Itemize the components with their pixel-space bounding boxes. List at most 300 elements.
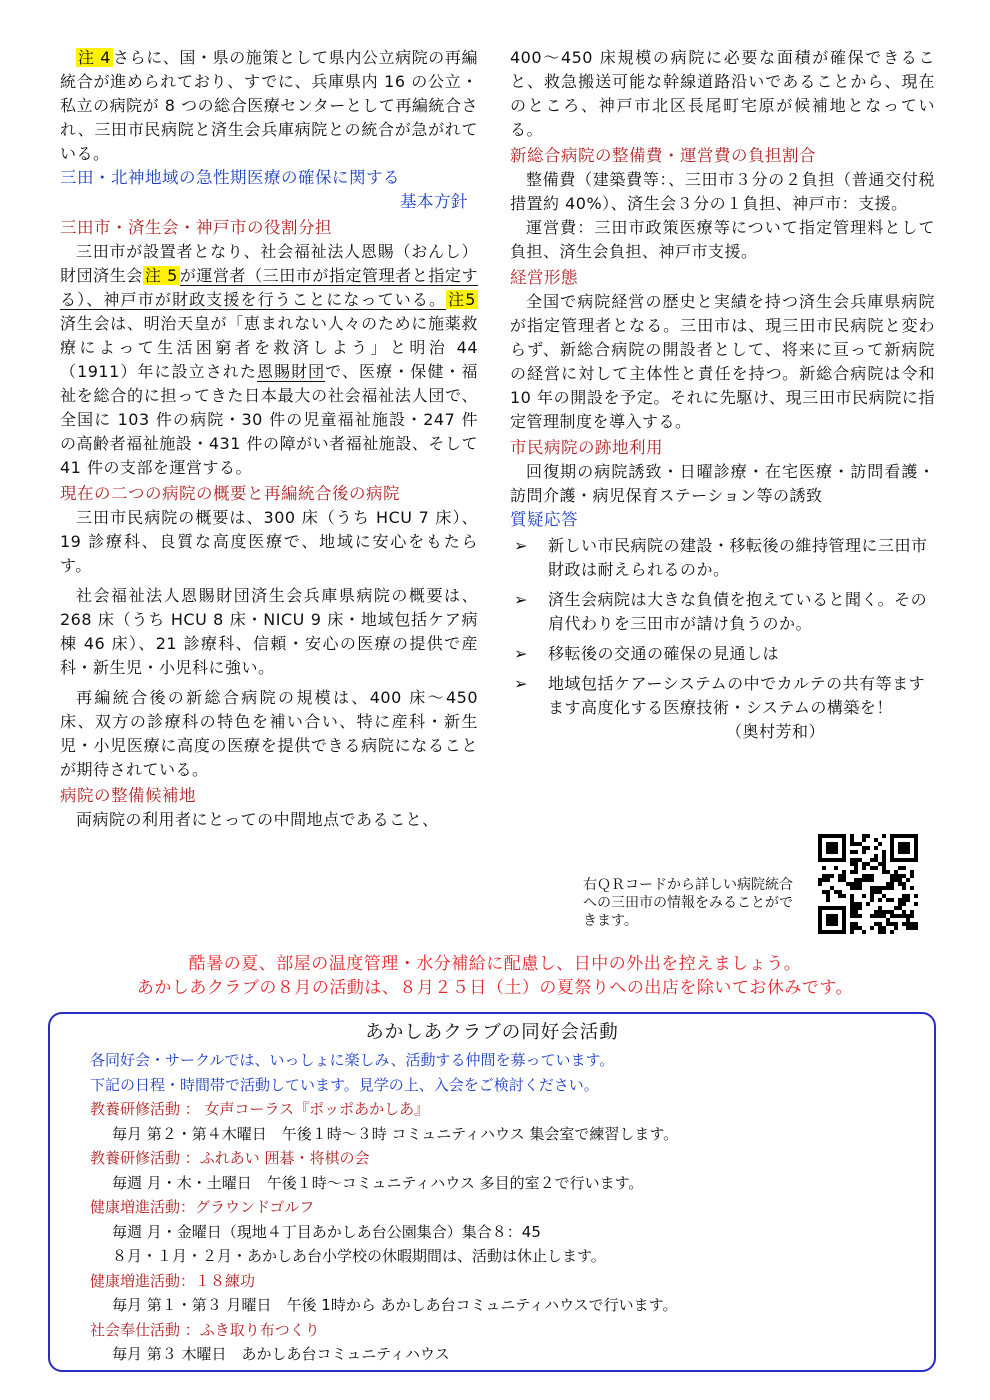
qr-module [854, 878, 858, 882]
qr-module [906, 914, 910, 918]
qr-module [826, 922, 830, 926]
qr-module [902, 858, 906, 862]
qr-module [834, 906, 838, 910]
summer-notice [60, 952, 930, 1000]
qr-module [818, 846, 822, 850]
qr-module [858, 858, 862, 862]
qr-module [854, 906, 858, 910]
reuse-paragraph: 回復期の病院誘致・日曜診療・在宅医療・訪問看護・訪問介護・病児保育ステーション等の誘致 [510, 462, 935, 505]
list-item: ➢ 済生会病院は大きな負債を抱えていると聞く。その肩代わりを三田市が請け負うのか。 [514, 590, 928, 633]
qr-module [842, 926, 846, 930]
qr-module [842, 846, 846, 850]
qr-module [818, 926, 822, 930]
cost-heading: 新総合病院の整備費・運営費の負担割合 [510, 146, 816, 165]
qr-module [890, 886, 894, 890]
qr-module [870, 914, 874, 918]
qr-module [838, 834, 842, 838]
site-paragraph-start: 両病院の利用者にとっての中間地点であること、 [76, 810, 439, 829]
policy-title-line2: 基本方針 [400, 192, 468, 211]
merged-hospital-paragraph: 再編統合後の新総合病院の規模は、400 床～450 床、双方の診療科の特色を補い合い、特に産科・新生児・小児医療に高度の医療を提供できる病院になることが期待されている。 [60, 688, 478, 779]
qr-module [822, 834, 826, 838]
qr-module [834, 914, 838, 918]
qr-module [882, 834, 886, 838]
qr-module [862, 846, 866, 850]
qr-module [878, 842, 882, 846]
qr-module [826, 834, 830, 838]
qr-module [842, 842, 846, 846]
activity-category: 健康増進活動：１８練功 [90, 1271, 256, 1290]
qr-module [886, 922, 890, 926]
qr-module [914, 894, 918, 898]
club-activities-box [48, 1012, 936, 1372]
qr-module [886, 886, 890, 890]
qr-module [830, 922, 834, 926]
qr-module [898, 882, 902, 886]
qr-module [882, 850, 886, 854]
qr-module [898, 902, 902, 906]
qr-module [826, 842, 830, 846]
qr-module [902, 842, 906, 846]
qr-module [878, 930, 882, 934]
qr-module [866, 834, 870, 838]
qr-module [882, 854, 886, 858]
qr-module [914, 922, 918, 926]
qr-module [850, 902, 854, 906]
qa-list [510, 534, 935, 720]
qr-module [830, 846, 834, 850]
qr-module [842, 922, 846, 926]
qr-module [818, 858, 822, 862]
qr-module [886, 910, 890, 914]
qr-module [842, 850, 846, 854]
qr-module [850, 922, 854, 926]
qr-module [822, 890, 826, 894]
qr-module [834, 866, 838, 870]
qr-module [906, 926, 910, 930]
qr-module [838, 874, 842, 878]
qr-module [854, 858, 858, 862]
qr-module [850, 858, 854, 862]
qr-module [882, 894, 886, 898]
qr-module [890, 898, 894, 902]
qr-module [830, 874, 834, 878]
qr-module [838, 878, 842, 882]
qr-module [906, 858, 910, 862]
notice-line-2: あかしあクラブの８月の活動は、８月２５日（土）の夏祭りへの出店を除いてお休みです。 [136, 978, 854, 998]
onshi-zaidan-underline: 恩賜財団 [256, 362, 326, 381]
qr-module [834, 918, 838, 922]
qr-module [910, 922, 914, 926]
qr-module [902, 886, 906, 890]
qr-module [914, 926, 918, 930]
qr-module [910, 914, 914, 918]
qr-module [878, 906, 882, 910]
qr-module [826, 914, 830, 918]
qr-module [902, 902, 906, 906]
club-intro-2: 下記の日程・時間帯で活動しています。見学の上、入会をご検討ください。 [90, 1075, 599, 1094]
qr-module [850, 894, 854, 898]
qr-module [906, 850, 910, 854]
qr-module [890, 834, 894, 838]
qr-module [874, 890, 878, 894]
qr-module [830, 906, 834, 910]
qr-module [890, 922, 894, 926]
activity-detail: 毎週 月・金曜日（現地４丁目あかしあ台公園集合）集合８：45 [112, 1222, 541, 1241]
qr-module [858, 914, 862, 918]
qr-module [850, 850, 854, 854]
qr-module [870, 886, 874, 890]
qr-module [902, 846, 906, 850]
qr-module [894, 878, 898, 882]
qr-module [854, 866, 858, 870]
qr-module [882, 886, 886, 890]
qr-module [878, 862, 882, 866]
activity-detail: 毎月 第１・第３ 月曜日 午後 1時から あかしあ台コミュニティハウスで行います。 [112, 1296, 678, 1314]
qr-module [882, 866, 886, 870]
qr-module [862, 862, 866, 866]
qr-module [854, 910, 858, 914]
qr-module [878, 914, 882, 918]
construction-cost-paragraph: 整備費（建築費等：、三田市３分の２負担（普通交付税措置約 40%）、済生会３分の１負担、神戸市：支援。 [510, 170, 935, 213]
qr-module [906, 846, 910, 850]
qr-module [826, 906, 830, 910]
qr-module [882, 914, 886, 918]
qr-module [890, 858, 894, 862]
qr-module [914, 858, 918, 862]
qr-module [834, 890, 838, 894]
qr-module [838, 894, 842, 898]
qr-module [842, 930, 846, 934]
qr-module [890, 882, 894, 886]
qr-module [858, 902, 862, 906]
qr-module [886, 870, 890, 874]
qr-module [898, 834, 902, 838]
qr-code-icon[interactable] [818, 834, 918, 934]
qr-module [818, 842, 822, 846]
qr-module [894, 874, 898, 878]
qr-module [818, 882, 822, 886]
management-paragraph: 全国で病院経営の歴史と実績を持つ済生会兵庫県病院が指定管理者となる。三田市は、現三田市民病院と変わらず、新総合病院の開設者として、将来に亘って新病院の経営に対して主体性と責任を持つ。新総合病院は令和 10 年の開設を予定。それに先駆け、現三田市民病院に指定管理制度を導入する。 [510, 292, 935, 431]
qr-module [914, 854, 918, 858]
site-heading: 病院の整備候補地 [60, 786, 196, 805]
qr-module [818, 834, 822, 838]
list-item: ➢ 地域包括ケアーシステムの中でカルテの共有等ますます高度化する医療技術・システムの構築を！ [514, 674, 926, 717]
qr-module [826, 898, 830, 902]
qr-module [898, 898, 902, 902]
qr-module [890, 930, 894, 934]
qr-module [842, 854, 846, 858]
qr-module [874, 914, 878, 918]
qr-module [842, 874, 846, 878]
qr-module [826, 930, 830, 934]
qr-module [826, 850, 830, 854]
qr-module [890, 842, 894, 846]
qr-module [898, 850, 902, 854]
qr-module [866, 902, 870, 906]
qr-module [818, 914, 822, 918]
qr-module [906, 918, 910, 922]
qr-module [822, 930, 826, 934]
qr-module [898, 842, 902, 846]
hospitals-heading: 現在の二つの病院の概要と再編統合後の病院 [60, 484, 400, 503]
qr-module [858, 926, 862, 930]
qr-module [910, 926, 914, 930]
qr-module [830, 914, 834, 918]
policy-title: 三田・北神地域の急性期医療の確保に関する [60, 168, 400, 187]
intro-paragraph: 注 4 さらに、国・県の施策として県内公立病院の再編統合が進められており、すでに、兵庫県内 16 の公立・私立の病院が 8 つの総合医療センターとして再編統合され、三田市民病院と済生会兵庫病院との統合が急がれている。 [60, 48, 478, 163]
qr-module [874, 838, 878, 842]
site-paragraph-cont: 400～450 床規模の病院に必要な面積が確保できること、救急搬送可能な幹線道路沿いであることから、現在のところ、神戸市北区長尾町宅原が候補地となっている。 [510, 48, 935, 139]
qr-module [854, 914, 858, 918]
activity-category: 健康増進活動：グラウンドゴルフ [90, 1198, 315, 1216]
qr-module [910, 886, 914, 890]
qr-module [854, 886, 858, 890]
qr-module [822, 866, 826, 870]
qr-module [822, 906, 826, 910]
qr-module [910, 910, 914, 914]
qr-module [874, 846, 878, 850]
qr-module [854, 870, 858, 874]
qr-module [914, 838, 918, 842]
qr-module [858, 842, 862, 846]
qr-module [870, 858, 874, 862]
qr-module [834, 846, 838, 850]
qr-module [850, 834, 854, 838]
qr-module [850, 882, 854, 886]
qr-module [862, 878, 866, 882]
qr-module [890, 846, 894, 850]
qr-module [818, 878, 822, 882]
qr-module [890, 838, 894, 842]
saiseikai-hospital-paragraph: 社会福祉法人恩賜財団済生会兵庫県病院の概要は、268 床（うち HCU 8 床・NICU 9 床・地域包括ケア病棟 46 床）、21 診療科、信頼・安心の医療の提供で産科・新生児・小児科に強い。 [60, 586, 478, 677]
qr-module [854, 882, 858, 886]
qr-module [898, 906, 902, 910]
qr-module [838, 930, 842, 934]
qr-module [894, 858, 898, 862]
activity-detail: 毎月 第３ 木曜日 あかしあ台コミュニティハウス [112, 1345, 450, 1363]
qr-module [902, 910, 906, 914]
qr-module [870, 878, 874, 882]
qa-heading: 質疑応答 [510, 510, 578, 529]
qr-module [830, 886, 834, 890]
qr-module [826, 918, 830, 922]
qr-module [858, 882, 862, 886]
qr-module [898, 874, 902, 878]
arrow-bullet-icon: ➢ [514, 536, 528, 555]
right-column [510, 46, 935, 744]
qr-module [882, 862, 886, 866]
qr-module [878, 910, 882, 914]
qr-caption: 右ＱＲコードから詳しい病院統合への三田市の情報をみることができます。 [583, 877, 793, 929]
qr-block [583, 834, 923, 944]
qr-module [882, 870, 886, 874]
qr-module [826, 878, 830, 882]
qr-module [874, 922, 878, 926]
qr-module [890, 914, 894, 918]
qr-module [866, 878, 870, 882]
qr-module [842, 870, 846, 874]
qr-module [906, 922, 910, 926]
qr-module [842, 878, 846, 882]
qr-module [826, 894, 830, 898]
qr-module [878, 886, 882, 890]
qr-module [914, 846, 918, 850]
qr-module [834, 834, 838, 838]
qr-module [842, 914, 846, 918]
qr-module [910, 874, 914, 878]
qr-module [842, 834, 846, 838]
qr-module [870, 926, 874, 930]
qr-module [902, 874, 906, 878]
qr-module [878, 890, 882, 894]
activity-category: 社会奉仕活動 ：ふき取り布つくり [90, 1320, 320, 1339]
qr-module [902, 850, 906, 854]
qr-module [898, 846, 902, 850]
qr-module [878, 898, 882, 902]
qr-module [902, 834, 906, 838]
note-5-marker-2: 注5 [448, 290, 476, 309]
qr-module [862, 834, 866, 838]
qr-module [834, 922, 838, 926]
qr-module [854, 902, 858, 906]
qr-module [902, 894, 906, 898]
qr-module [826, 890, 830, 894]
qr-module [846, 882, 850, 886]
note-5-marker: 注 5 [144, 266, 178, 285]
qr-module [826, 858, 830, 862]
arrow-bullet-icon: ➢ [514, 674, 528, 693]
qr-module [850, 862, 854, 866]
sanda-hospital-paragraph: 三田市民病院の概要は、300 床（うち HCU 7 床）、19 診療科、良質な高度医療で、地域に安心をもたらす。 [60, 508, 478, 575]
qr-module [906, 898, 910, 902]
qr-module [902, 914, 906, 918]
qr-module [850, 842, 854, 846]
list-item: ➢ 新しい市民病院の建設・移転後の維持管理に三田市財政は耐えられるのか。 [514, 536, 928, 579]
qr-module [822, 858, 826, 862]
qr-module [854, 922, 858, 926]
qr-module [890, 854, 894, 858]
qr-module [858, 906, 862, 910]
qr-module [894, 870, 898, 874]
qr-module [830, 918, 834, 922]
qr-module [910, 870, 914, 874]
qr-module [838, 906, 842, 910]
qr-module [894, 926, 898, 930]
qr-module [830, 834, 834, 838]
qr-module [898, 914, 902, 918]
qr-module [842, 858, 846, 862]
note-4-marker: 注 4 [78, 48, 111, 67]
qr-module [842, 838, 846, 842]
qr-module [850, 870, 854, 874]
arrow-bullet-icon: ➢ [514, 590, 528, 609]
operation-cost-paragraph: 運営費：三田市政策医療等について指定管理料として負担、済生会負担、神戸市支援。 [510, 218, 935, 261]
qr-module [854, 926, 858, 930]
qr-module [862, 894, 866, 898]
qr-module [850, 838, 854, 842]
qr-module [894, 922, 898, 926]
qr-module [890, 910, 894, 914]
club-title: あかしあクラブの同好会活動 [365, 1022, 619, 1043]
qr-module [842, 894, 846, 898]
qr-module [854, 842, 858, 846]
activity-category: 教養研修活動 ： 女声コーラス『ポッポあかしあ』 [90, 1100, 430, 1118]
qr-module [882, 930, 886, 934]
qr-module [870, 894, 874, 898]
qr-module [818, 910, 822, 914]
qr-module [850, 910, 854, 914]
qr-module [874, 858, 878, 862]
qr-module [874, 866, 878, 870]
qr-module [874, 854, 878, 858]
qr-module [818, 854, 822, 858]
qr-module [914, 842, 918, 846]
qr-module [894, 906, 898, 910]
qr-module [902, 882, 906, 886]
qr-module [830, 842, 834, 846]
qr-module [842, 906, 846, 910]
roles-heading: 三田市・済生会・神戸市の役割分担 [60, 218, 332, 237]
left-column [60, 46, 478, 832]
qr-module [914, 850, 918, 854]
qr-module [826, 846, 830, 850]
arrow-bullet-icon: ➢ [514, 644, 528, 663]
qr-module [910, 834, 914, 838]
qr-module [898, 858, 902, 862]
activity-detail: ８月・１月・２月・あかしあ台小学校の休暇期間は、活動は休止します。 [112, 1247, 606, 1265]
activity-category: 教養研修活動 ：ふれあい 囲碁・将棋の会 [90, 1149, 370, 1167]
qr-module [870, 898, 874, 902]
qr-module [818, 922, 822, 926]
qr-module [834, 930, 838, 934]
qr-module [850, 930, 854, 934]
qr-module [898, 878, 902, 882]
qr-module [818, 838, 822, 842]
qr-module [862, 930, 866, 934]
qr-module [890, 850, 894, 854]
qr-module [906, 834, 910, 838]
qr-module [862, 874, 866, 878]
qr-module [886, 918, 890, 922]
qr-module [822, 878, 826, 882]
qr-module [870, 874, 874, 878]
qr-module [902, 866, 906, 870]
qr-module [898, 866, 902, 870]
qr-module [818, 930, 822, 934]
qr-module [850, 898, 854, 902]
qr-module [830, 850, 834, 854]
qr-module [882, 910, 886, 914]
qr-module [854, 850, 858, 854]
qr-module [830, 930, 834, 934]
qr-module [882, 858, 886, 862]
qr-module [858, 886, 862, 890]
qr-module [886, 898, 890, 902]
qr-module [914, 834, 918, 838]
qr-module [866, 874, 870, 878]
qr-module [818, 850, 822, 854]
qr-module [862, 866, 866, 870]
activity-detail: 毎月 第２・第４木曜日 午後１時～３時 コミュニティハウス 集会室で練習します。 [112, 1124, 679, 1143]
qr-module [850, 914, 854, 918]
qr-module [850, 906, 854, 910]
qr-module [818, 918, 822, 922]
author-signature: （奥村芳和） [725, 722, 825, 741]
qr-module [842, 910, 846, 914]
qr-module [838, 890, 842, 894]
qr-module [854, 862, 858, 866]
qr-module [910, 858, 914, 862]
